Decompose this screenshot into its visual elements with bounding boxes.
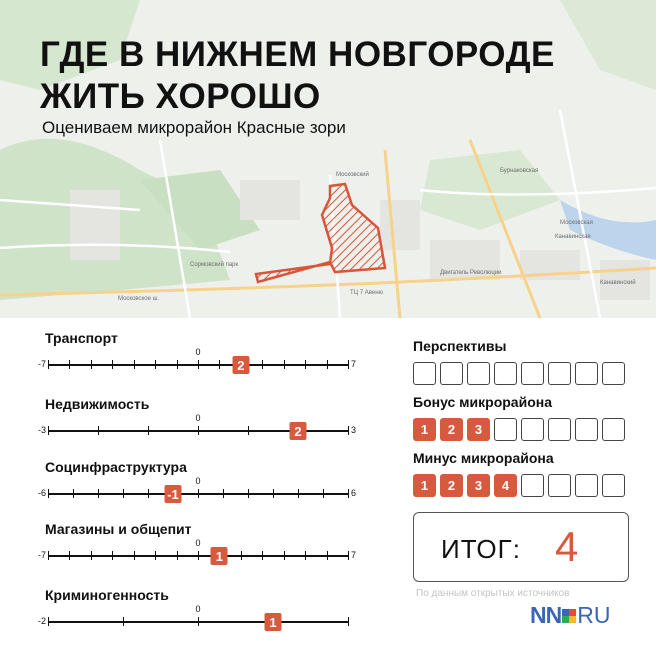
map-label: Московский	[336, 172, 369, 178]
minus-title: Минус микрорайона	[413, 450, 554, 466]
scale-tick	[198, 360, 199, 369]
map-label: Канавинский	[600, 280, 636, 286]
map-label: ТЦ 7 Авеню	[350, 290, 384, 296]
scale-zero-label: 0	[195, 347, 201, 357]
scale-tick	[112, 551, 113, 560]
minus-box	[548, 474, 571, 497]
scale-zero-label: 0	[195, 413, 201, 423]
map-label: Бурнаковская	[500, 168, 539, 174]
scale-value-marker: 2	[290, 422, 307, 440]
scale-tick	[273, 489, 274, 498]
bonus-box	[521, 418, 544, 441]
scale-zero-label: 0	[195, 476, 201, 486]
scale-tick	[48, 617, 49, 626]
scale-tick	[48, 551, 49, 560]
map-label: Канавинская	[555, 234, 591, 240]
scale-tick	[155, 551, 156, 560]
map-label: Сормовский парк	[190, 262, 239, 268]
scale-value-marker: 2	[232, 356, 249, 374]
scale-4	[0, 587, 380, 649]
scale-0	[0, 330, 380, 392]
scale-max-label: 7	[351, 550, 357, 560]
scale-tick	[98, 489, 99, 498]
scale-tick	[198, 426, 199, 435]
scale-tick	[198, 551, 199, 560]
scale-tick	[284, 360, 285, 369]
minus-box	[521, 474, 544, 497]
scale-value-marker: -1	[165, 485, 182, 503]
scale-min-label: -3	[37, 425, 46, 435]
scale-tick	[148, 426, 149, 435]
logo-ru-text: RU	[577, 602, 611, 628]
scale-tick	[91, 551, 92, 560]
perspectives-box	[413, 362, 436, 385]
total-value: 4	[555, 523, 579, 570]
minus-box: 2	[440, 474, 463, 497]
scale-max-label: 3	[351, 425, 357, 435]
scale-max-label: 6	[351, 488, 357, 498]
scale-tick	[348, 360, 349, 369]
scale-min-label: -7	[37, 550, 46, 560]
scale-tick	[241, 551, 242, 560]
scale-tick	[123, 489, 124, 498]
bonus-box: 3	[467, 418, 490, 441]
logo-dot-icon	[562, 609, 576, 623]
scale-2	[0, 459, 380, 521]
perspectives-box	[548, 362, 571, 385]
map-label: Московская	[560, 220, 593, 226]
scale-tick	[348, 426, 349, 435]
bonus-title: Бонус микрорайона	[413, 394, 552, 410]
perspectives-box	[575, 362, 598, 385]
bonus-box: 2	[440, 418, 463, 441]
scale-tick	[112, 360, 113, 369]
scale-zero-label: 0	[195, 604, 201, 614]
scale-min-label: -7	[37, 359, 46, 369]
scale-tick	[134, 360, 135, 369]
scale-title: Социнфраструктура	[45, 459, 187, 475]
scale-tick	[248, 489, 249, 498]
scale-tick	[348, 617, 349, 626]
scale-tick	[155, 360, 156, 369]
scale-tick	[305, 360, 306, 369]
scale-min-label: -2	[37, 616, 46, 626]
page-subtitle: Оцениваем микрорайон Красные зори	[42, 118, 346, 137]
perspectives-box	[602, 362, 625, 385]
minus-box: 4	[494, 474, 517, 497]
minus-box: 3	[467, 474, 490, 497]
scale-tick	[298, 489, 299, 498]
scale-tick	[48, 489, 49, 498]
scale-value-marker: 1	[265, 613, 282, 631]
scale-tick	[198, 489, 199, 498]
scale-tick	[98, 426, 99, 435]
map-header	[0, 0, 656, 318]
scale-zero-label: 0	[195, 538, 201, 548]
scale-tick	[148, 489, 149, 498]
bonus-box: 1	[413, 418, 436, 441]
scale-tick	[327, 551, 328, 560]
scale-3	[0, 521, 380, 583]
scale-tick	[69, 551, 70, 560]
scale-title: Криминогенность	[45, 587, 169, 603]
minus-box	[602, 474, 625, 497]
scale-tick	[323, 489, 324, 498]
scale-tick	[73, 489, 74, 498]
scale-1	[0, 396, 380, 458]
map-label: Двигатель Революции	[440, 270, 502, 276]
minus-box	[575, 474, 598, 497]
scale-tick	[284, 551, 285, 560]
scale-tick	[248, 426, 249, 435]
scale-tick	[48, 360, 49, 369]
scale-tick	[262, 360, 263, 369]
scale-tick	[123, 617, 124, 626]
bonus-box	[575, 418, 598, 441]
scale-tick	[198, 617, 199, 626]
perspectives-box	[521, 362, 544, 385]
perspectives-box	[440, 362, 463, 385]
map-label: Московское ш.	[118, 296, 160, 302]
source-note: По данным открытых источников	[416, 588, 570, 599]
scale-tick	[48, 426, 49, 435]
total-label: ИТОГ:	[441, 534, 521, 564]
scale-tick	[219, 360, 220, 369]
scale-tick	[134, 551, 135, 560]
minus-box: 1	[413, 474, 436, 497]
page-title	[40, 34, 555, 118]
scale-tick	[348, 551, 349, 560]
perspectives-box	[467, 362, 490, 385]
scale-title: Недвижимость	[45, 396, 150, 412]
scale-tick	[327, 360, 328, 369]
scale-tick	[262, 551, 263, 560]
scale-tick	[348, 489, 349, 498]
title-line-2: ЖИТЬ ХОРОШО	[40, 77, 321, 116]
bonus-box	[602, 418, 625, 441]
nn-ru-logo[interactable]	[530, 602, 610, 629]
scale-tick	[69, 360, 70, 369]
scale-title: Магазины и общепит	[45, 521, 192, 537]
scale-max-label: 7	[351, 359, 357, 369]
title-line-1: ГДЕ В НИЖНЕМ НОВГОРОДЕ	[40, 35, 555, 74]
minus-boxes	[413, 474, 625, 497]
total-score-box	[413, 512, 629, 582]
scale-tick	[91, 360, 92, 369]
perspectives-title: Перспективы	[413, 338, 507, 354]
scale-title: Транспорт	[45, 330, 118, 346]
logo-nn-text: NN	[530, 602, 562, 628]
scale-tick	[177, 551, 178, 560]
scale-min-label: -6	[37, 488, 46, 498]
perspectives-boxes	[413, 362, 625, 385]
bonus-box	[494, 418, 517, 441]
scale-tick	[305, 551, 306, 560]
bonus-box	[548, 418, 571, 441]
scale-tick	[177, 360, 178, 369]
perspectives-box	[494, 362, 517, 385]
scale-tick	[223, 489, 224, 498]
scale-value-marker: 1	[211, 547, 228, 565]
bonus-boxes	[413, 418, 625, 441]
